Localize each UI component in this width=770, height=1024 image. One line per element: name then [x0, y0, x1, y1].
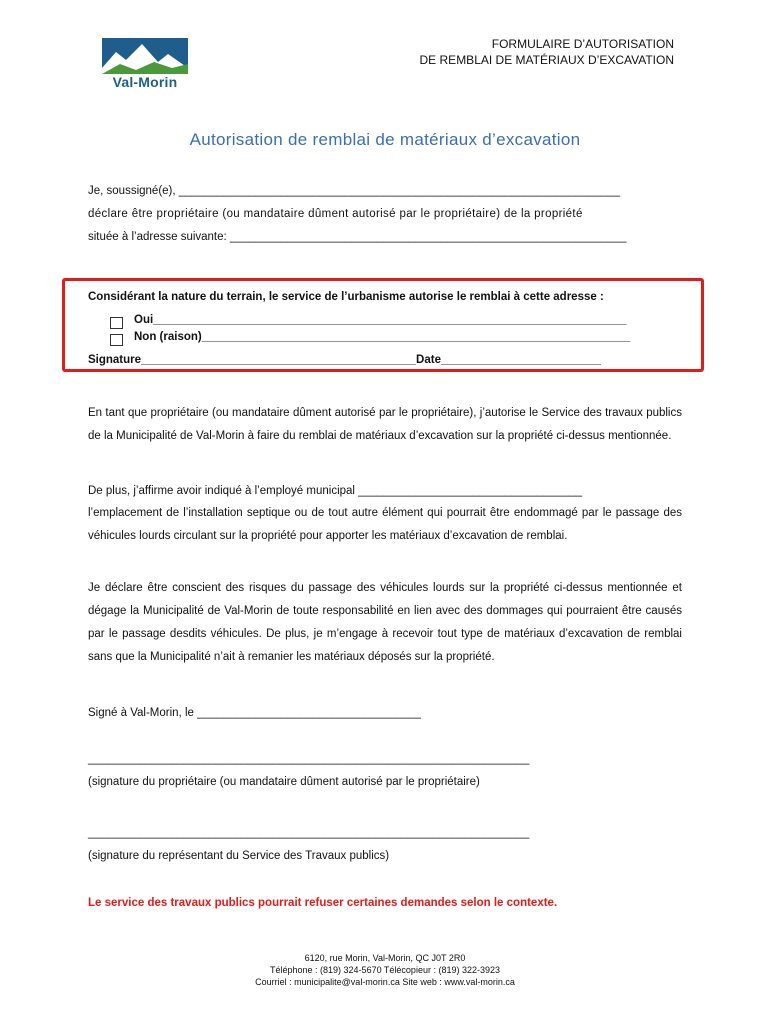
mountain-logo-icon	[102, 38, 188, 74]
header-line-1: FORMULAIRE D’AUTORISATION	[491, 37, 674, 51]
paragraph-septic: l’emplacement de l’installation septique ou de tout autre élément qui pourrait être endommagé par le passage des véhicules lourds circulant sur la propriété pour apporter les matériaux d’excavation de remblai.	[88, 507, 682, 542]
footer	[0, 952, 770, 988]
header-line-2: DE REMBLAI DE MATÉRIAUX D’EXCAVATION	[419, 53, 674, 67]
footer-contact: Courriel : municipalite@val-morin.ca Site web : www.val-morin.ca	[255, 977, 515, 987]
page-title: Autorisation de remblai de matériaux d’excavation	[189, 130, 581, 149]
footer-address: 6120, rue Morin, Val-Morin, QC J0T 2R0	[304, 953, 466, 963]
val-morin-logo	[102, 38, 188, 90]
document-header	[420, 36, 674, 68]
owner-signature-line[interactable]: _____________________________________________________________________	[88, 753, 530, 765]
intro-line-2: déclare être propriétaire (ou mandataire dûment autorisé par le propriétaire) de la propriété	[88, 208, 583, 220]
box-signature-date[interactable]: Signature___________________________________________Date_________________________	[88, 354, 601, 366]
employee-indication-line[interactable]: De plus, j’affirme avoir indiqué à l’employé municipal ___________________________________	[88, 485, 583, 497]
paragraph-liability: Je déclare être conscient des risques du passage des véhicules lourds sur la propriété ci-dessus mentionnée et dégage la Municipalité de Val-Morin de toute responsabilité en lien avec des dommages qui pourraient être causés par le passage desdits véhicules. De plus, je m’engage à recevoir tout type de matériaux d’excavation de remblai sans que la Municipalité n’ait à remanier les matériaux déposés sur la propriété.	[88, 582, 682, 663]
public-works-signature-line[interactable]: _____________________________________________________________________	[88, 827, 530, 839]
oui-checkbox[interactable]	[110, 314, 123, 332]
intro-line-3[interactable]: située à l’adresse suivante: ______________________________________________________________	[88, 231, 627, 243]
public-works-signature-label: (signature du représentant du Service des Travaux publics)	[88, 850, 390, 862]
refusal-warning: Le service des travaux publics pourrait refuser certaines demandes selon le contexte.	[88, 897, 558, 909]
box-heading: Considérant la nature du terrain, le service de l’urbanisme autorise le remblai à cette adresse :	[88, 291, 604, 303]
intro-line-1[interactable]: Je, soussigné(e), _____________________________________________________________________	[88, 185, 621, 197]
oui-label: Oui__________________________________________________________________________	[134, 314, 627, 326]
non-label: Non (raison)___________________________________________________________________	[134, 331, 631, 343]
non-checkbox[interactable]	[110, 331, 123, 349]
footer-phone: Téléphone : (819) 324-5670 Télécopieur : (819) 322-3923	[270, 965, 500, 975]
logo-text: Val-Morin	[112, 74, 178, 90]
paragraph-authorization: En tant que propriétaire (ou mandataire dûment autorisé par le propriétaire), j’autorise le Service des travaux publics de la Municipalité de Val-Morin à faire du remblai de matériaux d’excavation sur la propriété ci-dessus mentionnée.	[88, 407, 682, 442]
signed-at-line[interactable]: Signé à Val-Morin, le ___________________________________	[88, 707, 421, 719]
owner-signature-label: (signature du propriétaire (ou mandataire dûment autorisé par le propriétaire)	[88, 776, 480, 788]
